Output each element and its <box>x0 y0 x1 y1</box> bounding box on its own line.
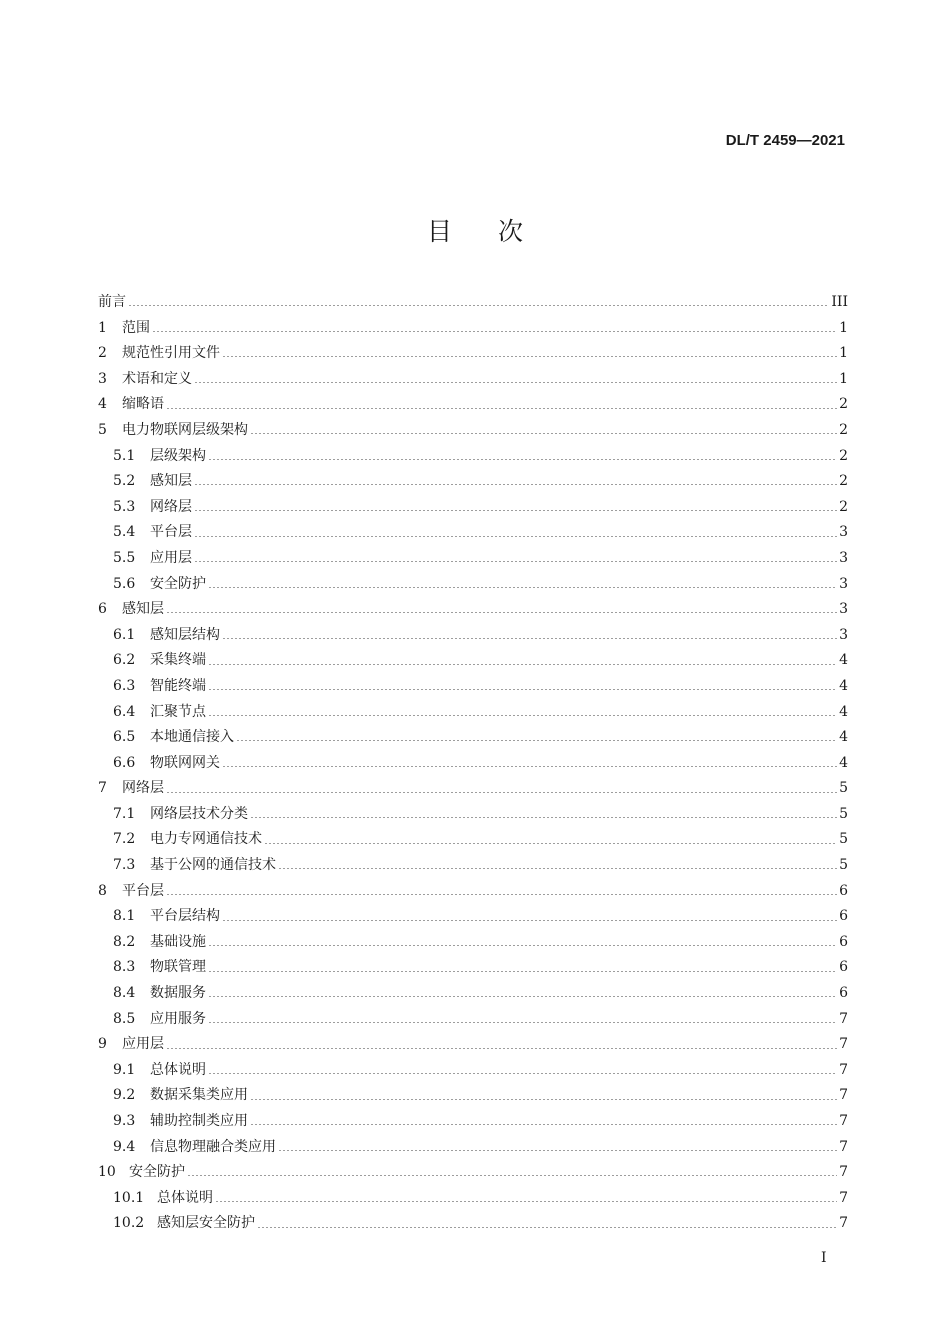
toc-entry-number: 1 <box>98 319 107 336</box>
toc-entry-number: 6.3 <box>113 677 136 694</box>
toc-entry-number: 10.2 <box>113 1215 145 1232</box>
dot-leader <box>166 408 837 409</box>
dot-leader <box>166 612 837 613</box>
toc-entry[interactable] <box>98 1135 848 1161</box>
toc-entry-label: 基础设施 <box>150 933 206 950</box>
toc-entry[interactable] <box>98 674 848 700</box>
toc-entry-number: 6 <box>98 601 107 618</box>
toc-entry-label: 汇聚节点 <box>150 703 206 720</box>
toc-entry[interactable] <box>98 495 848 521</box>
dot-leader <box>128 305 829 306</box>
toc-entry-page: 7 <box>839 1215 848 1232</box>
toc-entry-label: 感知层 <box>150 473 192 490</box>
toc-entry-page: 7 <box>839 1138 848 1155</box>
dot-leader <box>250 817 837 818</box>
dot-leader <box>166 1048 837 1049</box>
document-code: DL/T 2459—2021 <box>725 132 845 149</box>
toc-entry-page: 6 <box>839 908 848 925</box>
toc-entry-label: 总体说明 <box>150 1061 206 1078</box>
toc-entry-label: 层级架构 <box>150 447 206 464</box>
toc-entry[interactable] <box>98 469 848 495</box>
toc-entry-label: 数据采集类应用 <box>150 1087 248 1104</box>
toc-entry-page: 1 <box>839 370 848 387</box>
toc-entry-number: 6.1 <box>113 626 136 643</box>
toc-entry[interactable] <box>98 904 848 930</box>
toc-entry[interactable] <box>98 1083 848 1109</box>
toc-entry-label: 范围 <box>122 319 150 336</box>
toc-entry-label: 感知层 <box>122 601 164 618</box>
toc-entry-number: 8.4 <box>113 985 136 1002</box>
toc-entry-number: 6.5 <box>113 729 136 746</box>
dot-leader <box>250 1124 837 1125</box>
toc-entry[interactable] <box>98 751 848 777</box>
dot-leader <box>152 331 837 332</box>
toc-entry-label: 网络层 <box>122 780 164 797</box>
toc-entry-number: 10 <box>98 1164 116 1181</box>
toc-entry-number: 5.1 <box>113 447 136 464</box>
toc-entry[interactable] <box>98 1032 848 1058</box>
toc-entry-label: 网络层技术分类 <box>150 805 248 822</box>
toc-entry[interactable] <box>98 546 848 572</box>
toc-entry-label: 应用层 <box>150 549 192 566</box>
dot-leader <box>257 1227 837 1228</box>
toc-entry[interactable] <box>98 1058 848 1084</box>
dot-leader <box>194 536 837 537</box>
toc-entry[interactable] <box>98 853 848 879</box>
toc-entry[interactable] <box>98 776 848 802</box>
toc-entry-number: 7.3 <box>113 857 136 874</box>
toc-entry-page: 4 <box>839 677 848 694</box>
toc-entry-label: 网络层 <box>150 498 192 515</box>
dot-leader <box>208 945 837 946</box>
toc-entry-label: 应用层 <box>122 1036 164 1053</box>
toc-entry-page: 2 <box>839 498 848 515</box>
toc-entry-number: 5.4 <box>113 524 136 541</box>
dot-leader <box>208 459 837 460</box>
toc-entry-page: 1 <box>839 319 848 336</box>
toc-entry-label: 平台层结构 <box>150 908 220 925</box>
toc-entry[interactable] <box>98 1211 848 1237</box>
toc-entry-page: 4 <box>839 754 848 771</box>
toc-entry-page: 7 <box>839 1010 848 1027</box>
toc-entry-page: 4 <box>839 703 848 720</box>
toc-entry-page: 7 <box>839 1164 848 1181</box>
toc-entry[interactable] <box>98 879 848 905</box>
toc-entry-page: 7 <box>839 1189 848 1206</box>
toc-entry-label: 应用服务 <box>150 1010 206 1027</box>
toc-entry-label: 采集终端 <box>150 652 206 669</box>
toc-entry-number: 3 <box>98 370 107 387</box>
toc-entry-page: 6 <box>839 933 848 950</box>
toc-entry-label: 信息物理融合类应用 <box>150 1138 276 1155</box>
toc-entry[interactable] <box>98 623 848 649</box>
toc-entry-page: 2 <box>839 473 848 490</box>
toc-entry[interactable] <box>98 341 848 367</box>
toc-entry-number: 9.2 <box>113 1087 136 1104</box>
dot-leader <box>208 971 837 972</box>
dot-leader <box>278 1150 837 1151</box>
toc-entry-page: 5 <box>839 831 848 848</box>
toc-entry-number: 9 <box>98 1036 107 1053</box>
toc-entry[interactable] <box>98 1160 848 1186</box>
toc-entry-label: 物联网网关 <box>150 754 220 771</box>
dot-leader <box>222 766 837 767</box>
dot-leader <box>208 664 837 665</box>
toc-entry[interactable] <box>98 597 848 623</box>
toc-entry-label: 电力专网通信技术 <box>150 831 262 848</box>
toc-entry[interactable] <box>98 367 848 393</box>
toc-entry-page: 6 <box>839 985 848 1002</box>
toc-entry-page: 3 <box>839 575 848 592</box>
toc-entry-page: 7 <box>839 1087 848 1104</box>
toc-entry-label: 感知层结构 <box>150 626 220 643</box>
toc-entry[interactable] <box>98 572 848 598</box>
toc-entry-number: 9.1 <box>113 1061 136 1078</box>
toc-entry-label: 术语和定义 <box>122 370 192 387</box>
toc-title: 目次 <box>426 217 569 246</box>
toc-entry-number: 8.1 <box>113 908 136 925</box>
dot-leader <box>166 894 837 895</box>
toc-entry-page: 2 <box>839 396 848 413</box>
toc-list <box>98 290 848 1237</box>
toc-entry[interactable] <box>98 316 848 342</box>
toc-entry-label: 规范性引用文件 <box>122 345 220 362</box>
dot-leader <box>215 1201 837 1202</box>
toc-entry[interactable] <box>98 648 848 674</box>
dot-leader <box>194 382 837 383</box>
dot-leader <box>194 561 837 562</box>
toc-entry-number: 6.2 <box>113 652 136 669</box>
toc-entry-page: 6 <box>839 959 848 976</box>
toc-entry[interactable] <box>98 827 848 853</box>
dot-leader <box>222 920 837 921</box>
toc-entry-page: 3 <box>839 524 848 541</box>
toc-entry[interactable] <box>98 930 848 956</box>
toc-entry-number: 9.4 <box>113 1138 136 1155</box>
toc-entry-page: 7 <box>839 1113 848 1129</box>
toc-entry[interactable] <box>98 700 848 726</box>
toc-entry[interactable] <box>98 1007 848 1033</box>
toc-entry-number: 5 <box>98 421 107 438</box>
dot-leader <box>208 1022 837 1023</box>
toc-entry-page: 3 <box>839 601 848 618</box>
toc-entry[interactable] <box>98 955 848 981</box>
toc-entry[interactable] <box>98 981 848 1007</box>
toc-entry-label: 安全防护 <box>129 1164 185 1181</box>
toc-entry[interactable] <box>98 418 848 444</box>
toc-entry-label: 感知层安全防护 <box>157 1215 255 1232</box>
toc-entry-page: 1 <box>839 345 848 362</box>
dot-leader <box>208 689 837 690</box>
dot-leader <box>222 638 837 639</box>
toc-entry-number: 7 <box>98 780 107 797</box>
dot-leader <box>187 1175 837 1176</box>
toc-entry-label: 辅助控制类应用 <box>150 1113 248 1129</box>
toc-entry-page: 3 <box>839 549 848 566</box>
toc-entry-page: 2 <box>839 447 848 464</box>
toc-entry-page: 2 <box>839 421 848 438</box>
toc-entry[interactable] <box>98 392 848 418</box>
toc-entry-label: 前言 <box>98 294 126 310</box>
dot-leader <box>250 1099 837 1100</box>
toc-entry-number: 10.1 <box>113 1189 145 1206</box>
toc-entry-page: 7 <box>839 1036 848 1053</box>
toc-entry-number: 4 <box>98 396 107 413</box>
dot-leader <box>166 792 837 793</box>
dot-leader <box>194 510 837 511</box>
toc-entry[interactable] <box>98 1186 848 1212</box>
toc-entry-page: III <box>831 294 848 310</box>
toc-entry-label: 电力物联网层级架构 <box>122 421 248 438</box>
dot-leader <box>208 587 837 588</box>
dot-leader <box>264 843 837 844</box>
dot-leader <box>194 484 837 485</box>
toc-entry-number: 6.4 <box>113 703 136 720</box>
toc-entry-label: 数据服务 <box>150 985 206 1002</box>
toc-entry-page: 5 <box>839 780 848 797</box>
toc-entry-label: 智能终端 <box>150 677 206 694</box>
toc-entry-page: 3 <box>839 626 848 643</box>
toc-entry[interactable] <box>98 444 848 470</box>
dot-leader <box>208 996 837 997</box>
toc-entry-label: 缩略语 <box>122 396 164 413</box>
dot-leader <box>208 1073 837 1074</box>
toc-entry-label: 总体说明 <box>157 1189 213 1206</box>
toc-entry-page: 6 <box>839 882 848 899</box>
toc-entry-number: 7.2 <box>113 831 136 848</box>
toc-entry-page: 4 <box>839 652 848 669</box>
toc-entry-number: 5.6 <box>113 575 136 592</box>
toc-entry-label: 安全防护 <box>150 575 206 592</box>
toc-entry[interactable] <box>98 1109 848 1135</box>
toc-entry[interactable] <box>98 520 848 546</box>
toc-entry-number: 5.3 <box>113 498 136 515</box>
toc-entry[interactable] <box>98 802 848 828</box>
toc-entry-number: 5.5 <box>113 549 136 566</box>
dot-leader <box>208 715 837 716</box>
toc-entry-page: 5 <box>839 805 848 822</box>
toc-entry-number: 8 <box>98 882 107 899</box>
toc-entry-number: 5.2 <box>113 473 136 490</box>
toc-entry[interactable] <box>98 725 848 751</box>
toc-entry[interactable] <box>98 290 848 316</box>
toc-entry-number: 8.3 <box>113 959 136 976</box>
toc-entry-page: 4 <box>839 729 848 746</box>
toc-entry-number: 8.2 <box>113 933 136 950</box>
toc-entry-label: 本地通信接入 <box>150 729 234 746</box>
toc-entry-number: 8.5 <box>113 1010 136 1027</box>
toc-entry-label: 物联管理 <box>150 959 206 976</box>
page-number: I <box>821 1250 827 1266</box>
dot-leader <box>250 433 837 434</box>
dot-leader <box>278 868 837 869</box>
toc-entry-page: 5 <box>839 857 848 874</box>
toc-entry-number: 9.3 <box>113 1113 136 1129</box>
toc-entry-label: 平台层 <box>122 882 164 899</box>
dot-leader <box>236 740 837 741</box>
toc-entry-number: 2 <box>98 345 107 362</box>
toc-entry-page: 7 <box>839 1061 848 1078</box>
dot-leader <box>222 356 837 357</box>
toc-entry-number: 6.6 <box>113 754 136 771</box>
toc-entry-label: 基于公网的通信技术 <box>150 857 276 874</box>
toc-entry-number: 7.1 <box>113 805 136 822</box>
toc-entry-label: 平台层 <box>150 524 192 541</box>
